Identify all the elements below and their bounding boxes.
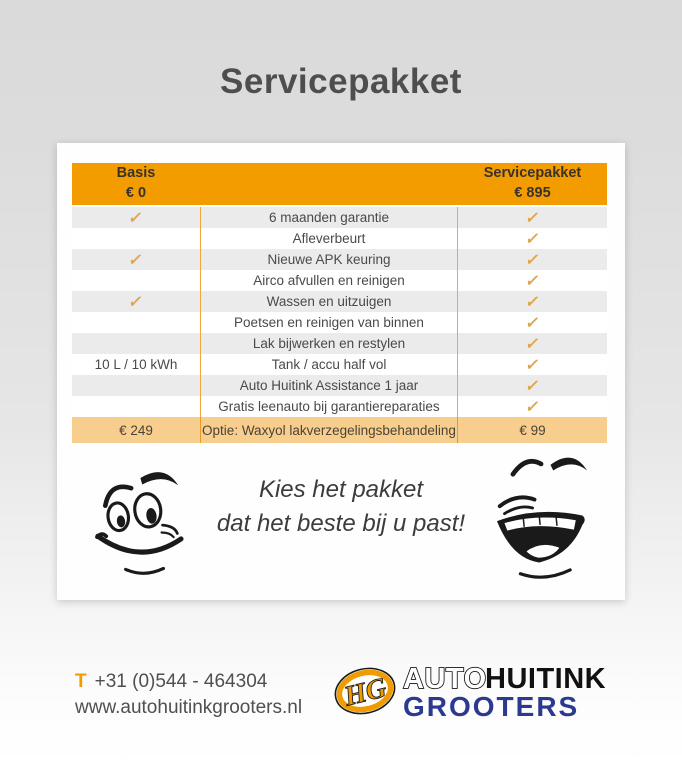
happy-face-icon [85, 455, 205, 585]
servicepakket-value-cell [458, 270, 607, 291]
table-row [72, 396, 607, 417]
table-row [72, 291, 607, 312]
basis-value-cell [72, 249, 200, 270]
svg-text:AUTO: AUTO [403, 663, 487, 695]
basis-value-cell [72, 207, 200, 228]
footer-contact [75, 669, 302, 720]
basis-value-cell [72, 333, 200, 354]
service-item-label: Afleverbeurt [200, 228, 458, 249]
check-icon: ✓ [523, 398, 541, 416]
basis-value-cell [72, 312, 200, 333]
check-icon: ✓ [523, 314, 541, 332]
check-icon: ✓ [127, 209, 145, 227]
table-row [72, 417, 607, 443]
check-icon: ✓ [523, 377, 541, 395]
phone-number: +31 (0)544 - 464304 [94, 671, 268, 692]
servicepakket-value-cell [458, 228, 607, 249]
header-spacer [200, 163, 458, 205]
service-item-label: Poetsen en reinigen van binnen [200, 312, 458, 333]
service-item-label: 6 maanden garantie [200, 207, 458, 228]
basis-value-cell [72, 396, 200, 417]
check-icon: ✓ [523, 251, 541, 269]
message-line1: Kies het pakket [258, 476, 424, 503]
basis-label: Basis [116, 165, 156, 182]
header-basis [72, 163, 200, 205]
service-item-label: Airco afvullen en reinigen [200, 270, 458, 291]
servicepakket-label: Servicepakket [483, 165, 582, 182]
svg-text:HUITINK: HUITINK [485, 663, 607, 695]
message-zone [57, 443, 625, 600]
service-item-label: Auto Huitink Assistance 1 jaar [200, 375, 458, 396]
svg-text:HG: HG [341, 672, 390, 713]
servicepakket-value-cell [458, 291, 607, 312]
servicepakket-value-cell: € 99 [519, 422, 546, 438]
table-row [72, 354, 607, 375]
service-item-label: Gratis leenauto bij garantiereparaties [200, 396, 458, 417]
table-row [72, 270, 607, 291]
comparison-table [72, 163, 607, 443]
check-icon: ✓ [523, 335, 541, 353]
header-servicepakket [458, 163, 607, 205]
basis-value-cell [72, 375, 200, 396]
dealer-logo [333, 653, 629, 725]
servicepakket-value-cell [458, 249, 607, 270]
servicepakket-value-cell [458, 207, 607, 228]
check-icon: ✓ [523, 293, 541, 311]
check-icon: ✓ [523, 272, 541, 290]
check-icon: ✓ [127, 293, 145, 311]
basis-value-cell [72, 270, 200, 291]
phone-line [75, 669, 302, 695]
check-icon: ✓ [127, 251, 145, 269]
table-body [72, 207, 607, 443]
table-header [72, 163, 607, 207]
basis-value-cell: 10 L / 10 kWh [94, 357, 178, 372]
phone-prefix: T [75, 671, 87, 692]
table-row [72, 312, 607, 333]
message-line2: dat het beste bij u past! [216, 509, 466, 537]
table-row [72, 249, 607, 270]
service-item-label: Optie: Waxyol lakverzegelingsbehandeling [200, 417, 458, 443]
check-icon: ✓ [523, 356, 541, 374]
servicepakket-value-cell [458, 312, 607, 333]
table-row [72, 228, 607, 249]
laughing-face-icon [481, 447, 603, 585]
servicepakket-price: € 895 [514, 185, 551, 201]
servicepakket-value-cell [458, 354, 607, 375]
table-row [72, 375, 607, 396]
check-icon: ✓ [523, 209, 541, 227]
basis-value-cell [72, 228, 200, 249]
basis-value-cell: € 249 [119, 422, 153, 438]
servicepakket-value-cell [458, 396, 607, 417]
service-item-label: Tank / accu half vol [200, 354, 458, 375]
service-item-label: Lak bijwerken en restylen [200, 333, 458, 354]
service-item-label: Nieuwe APK keuring [200, 249, 458, 270]
basis-price: € 0 [125, 185, 147, 201]
message-text [191, 473, 491, 540]
check-icon: ✓ [523, 230, 541, 248]
svg-text:GROOTERS: GROOTERS [403, 691, 580, 722]
website-link[interactable]: www.autohuitinkgrooters.nl [75, 696, 303, 718]
page-title: Servicepakket [220, 62, 462, 101]
table-row [72, 207, 607, 228]
servicepakket-value-cell [458, 333, 607, 354]
service-item-label: Wassen en uitzuigen [200, 291, 458, 312]
table-row [72, 333, 607, 354]
content-card [57, 143, 625, 600]
basis-value-cell [72, 291, 200, 312]
logo-badge-hg [333, 662, 399, 719]
servicepakket-value-cell [458, 375, 607, 396]
